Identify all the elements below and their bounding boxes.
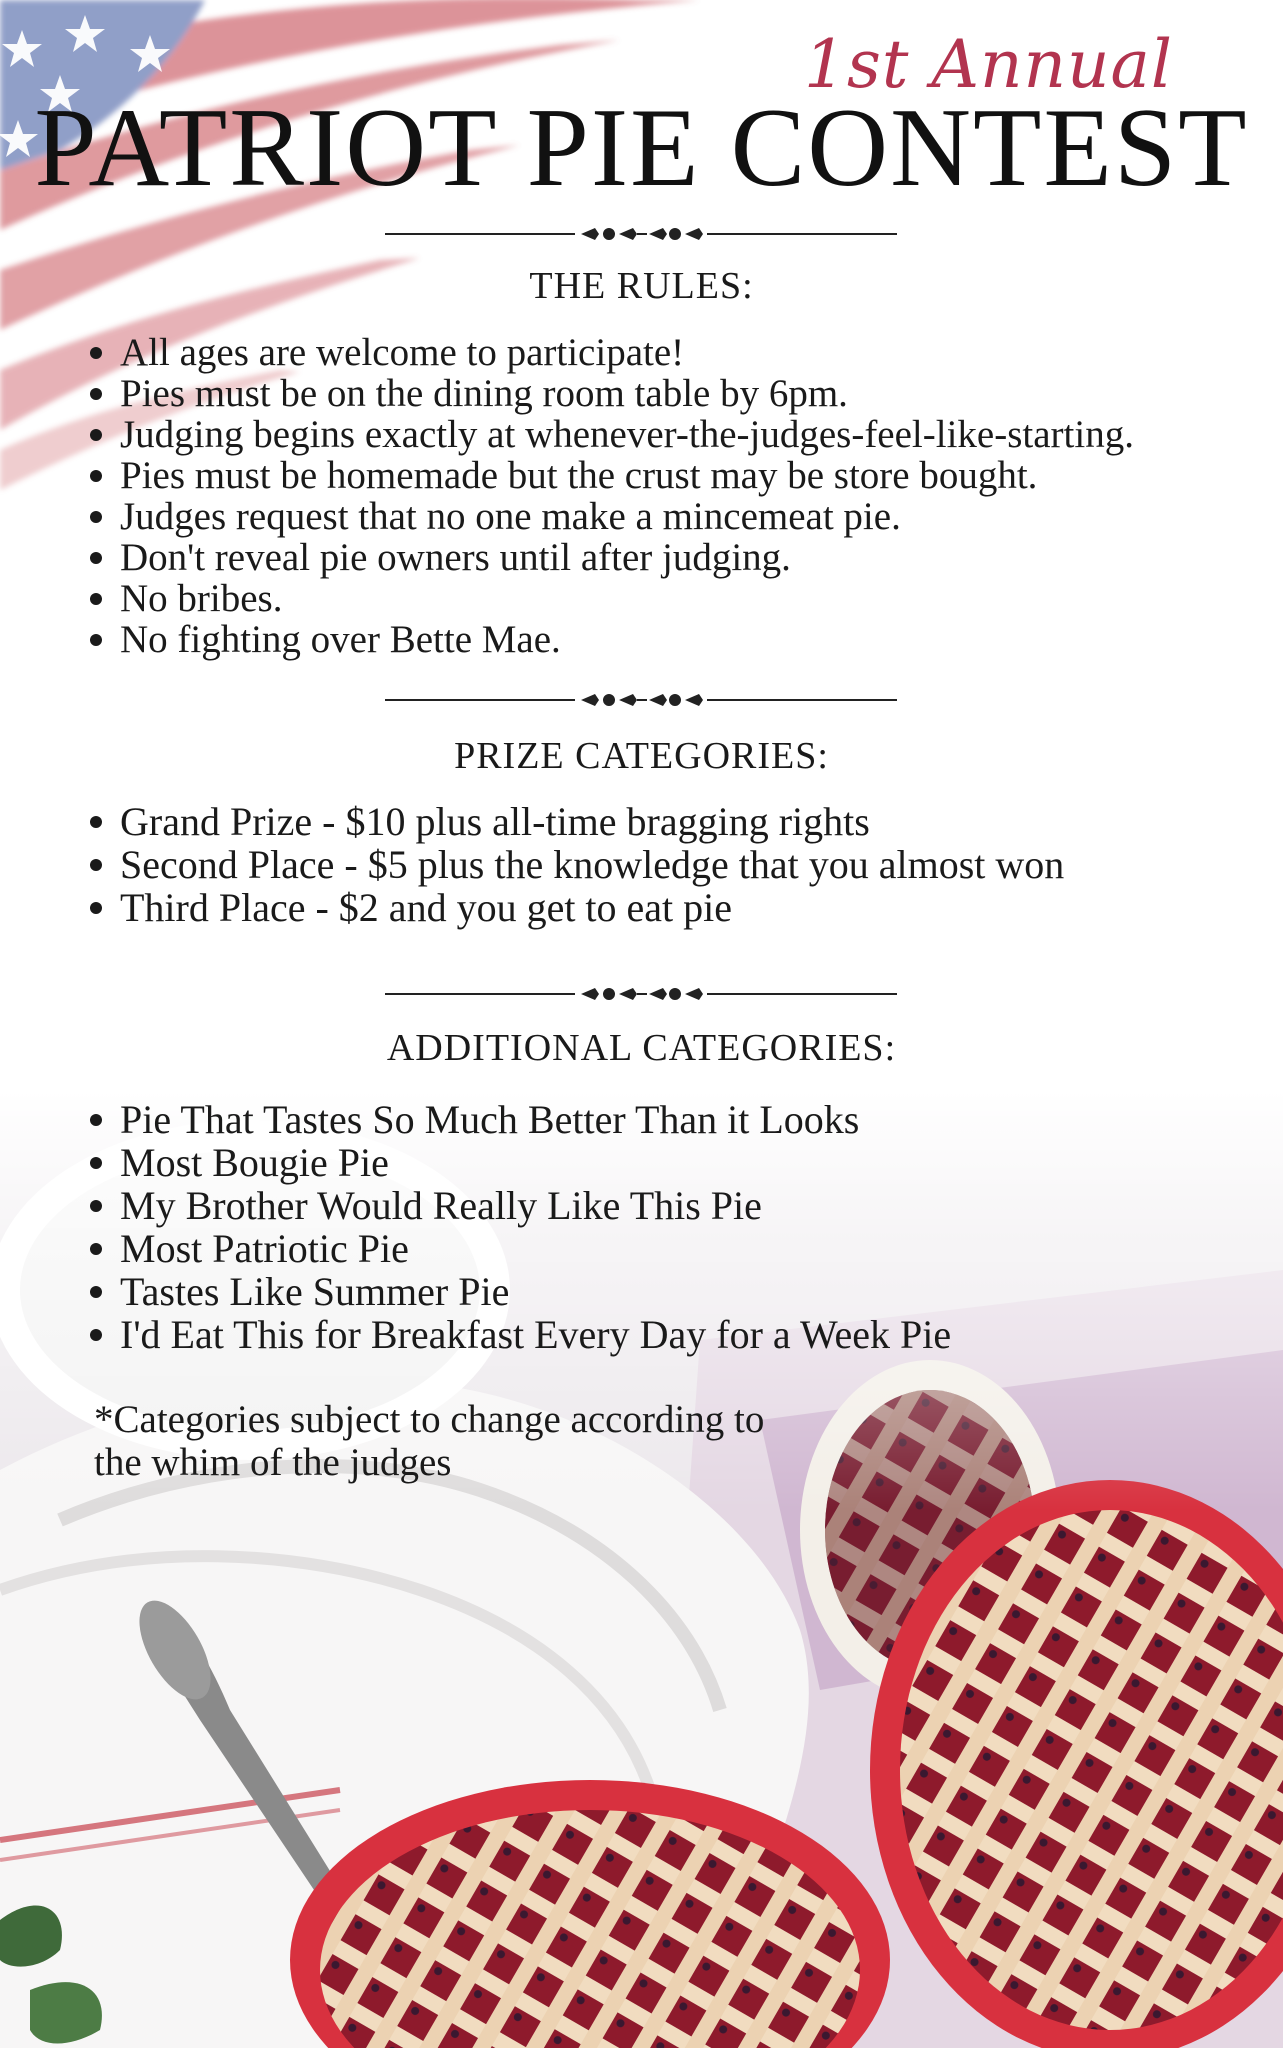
list-item: Pies must be homemade but the crust may be store bought. bbox=[120, 455, 1134, 496]
ornamental-divider-icon bbox=[385, 982, 897, 1006]
additional-heading: ADDITIONAL CATEGORIES: bbox=[386, 1027, 897, 1069]
list-item: No fighting over Bette Mae. bbox=[120, 619, 1134, 660]
list-item: Pie That Tastes So Much Better Than it Looks bbox=[120, 1098, 951, 1141]
annual-label: 1st Annual bbox=[803, 26, 1173, 103]
list-item: Judges request that no one make a mincemeat pie. bbox=[120, 496, 1134, 537]
list-item: Grand Prize - $10 plus all-time bragging rights bbox=[120, 800, 1064, 843]
additional-list bbox=[84, 1098, 951, 1356]
list-item: I'd Eat This for Breakfast Every Day for a Week Pie bbox=[120, 1312, 952, 1357]
list-item: Second Place - $5 plus the knowledge that you almost won bbox=[120, 842, 1065, 887]
list-item: My Brother Would Really Like This Pie bbox=[120, 1184, 951, 1227]
rules-heading: THE RULES: bbox=[529, 265, 754, 307]
list-item: Don't reveal pie owners until after judging. bbox=[120, 537, 1134, 578]
list-item: Third Place - $2 and you get to eat pie bbox=[120, 886, 1064, 929]
list-item: Pies must be on the dining room table by 6pm. bbox=[120, 373, 1134, 414]
list-item: Most Patriotic Pie bbox=[120, 1227, 951, 1270]
ornamental-divider-icon bbox=[385, 222, 897, 246]
list-item: Judging begins exactly at whenever-the-judges-feel-like-starting. bbox=[120, 413, 1134, 456]
prize-heading: PRIZE CATEGORIES: bbox=[454, 735, 829, 777]
ornamental-divider-icon bbox=[385, 688, 897, 712]
list-item: Tastes Like Summer Pie bbox=[120, 1270, 951, 1313]
list-item: Most Bougie Pie bbox=[120, 1141, 951, 1184]
rules-list bbox=[84, 332, 1134, 660]
list-item: No bribes. bbox=[120, 578, 1134, 619]
categories-note: *Categories subject to change according to the whim of the judges bbox=[94, 1398, 765, 1484]
prize-list bbox=[84, 800, 1064, 929]
list-item: All ages are welcome to participate! bbox=[120, 332, 1134, 373]
page-title: PATRIOT PIE CONTEST bbox=[34, 86, 1249, 210]
